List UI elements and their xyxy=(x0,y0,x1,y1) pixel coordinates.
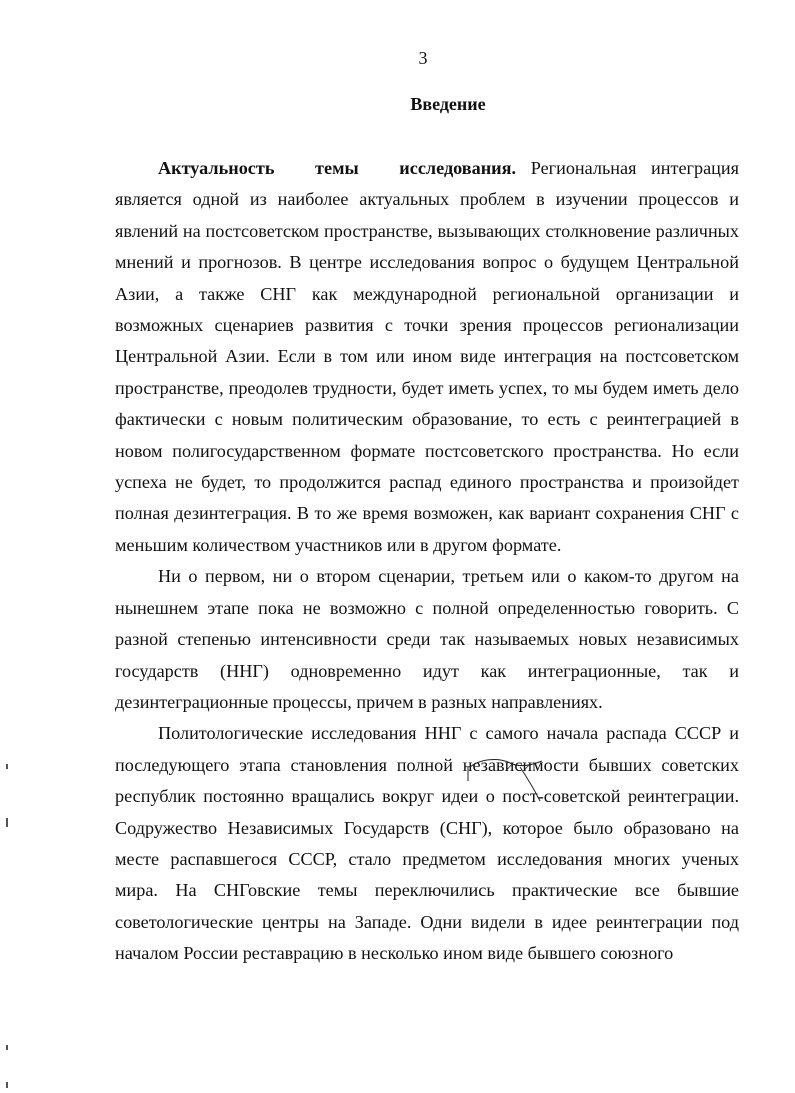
paragraph-text: Политологические исследования ННГ с самого начала распада СССР и последующего этапа становления полной независимости бывших советских республик постоянно вращались вокруг идеи о пост-советской реинтеграции. Содружество Независимых Государств (СНГ), которое было образовано на месте распавшегося СССР, стало предметом исследования многих ученых мира. На СНГовские темы переключились практические все бывшие советологические центры на Западе. Одни видели в идее реинтеграции под началом России реставрацию в несколько ином виде бывшего союзного xyxy=(115,723,739,964)
paragraph-relevance xyxy=(115,153,739,561)
scan-artifact xyxy=(6,1082,8,1088)
paragraph-text: Ни о первом, ни о втором сценарии, третьем или о каком-то другом на нынешнем этапе пока не возможно с полной определенностью говорить. С разной степенью интенсивности среди так называемых новых независимых государств (ННГ) одновременно идут как интеграционные, так и дезинтеграционные процессы, причем в разных направлениях. xyxy=(115,566,739,712)
scan-artifact xyxy=(6,764,8,769)
paragraph-text: Региональная интеграция является одной из наиболее актуальных проблем в изучении процессов и явлений на постсоветском пространстве, вызывающих столкновение различных мнений и прогнозов. В центре исследования вопрос о будущем Центральной Азии, а также СНГ как международной региональной организации и возможных сценариев развития с точки зрения процессов регионализации Центральной Азии. Если в том или ином виде интеграция на постсоветском пространстве, преодолев трудности, будет иметь успех, то мы будем иметь дело фактически с новым политическим образование, то есть с реинтеграцией в новом полигосударственном формате постсоветского пространства. Но если успеха не будет, то продолжится распад единого пространства и произойдет полная дезинтеграция. В то же время возможен, как вариант сохранения СНГ с меньшим количеством участников или в другом формате. xyxy=(115,158,740,555)
section-heading: Введение xyxy=(410,94,486,114)
paragraph-lead: Актуальность темы исследования. xyxy=(158,158,517,178)
body-text xyxy=(115,153,739,970)
handwritten-correction-mark xyxy=(440,753,590,813)
scan-artifact xyxy=(6,1045,8,1050)
page-number: 3 xyxy=(418,48,428,68)
paragraph-research xyxy=(115,718,739,969)
scan-artifact xyxy=(6,818,8,827)
paragraph-scenarios xyxy=(115,561,739,718)
